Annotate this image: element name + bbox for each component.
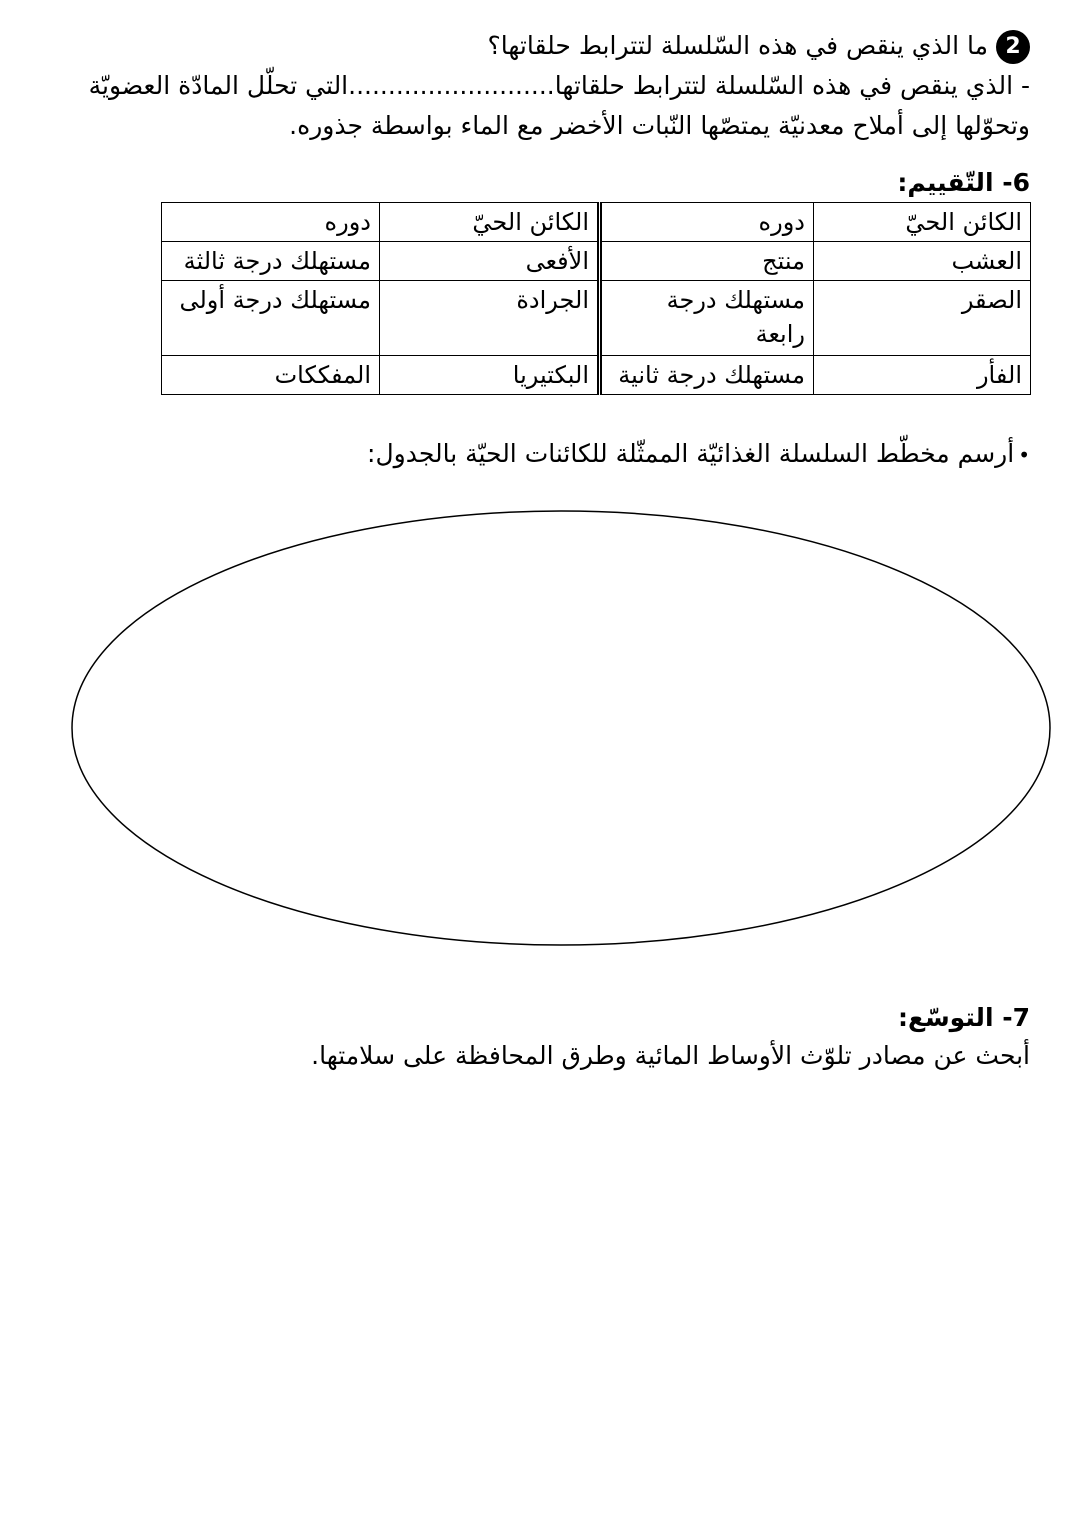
answer-after-blank: التي تحلّل المادّة العضويّة وتحوّلها إلى أملاح معدنيّة يمتصّها النّبات الأخضر مع الماء بواسطة جذوره. [88,71,1030,140]
table-cell: مستهلك درجة ثالثة [162,242,380,281]
header-organism-2: الكائن الحيّ [380,203,600,242]
table-cell: مستهلك درجة ثانية [600,356,814,395]
table-cell: الجرادة [380,281,600,356]
answer-blank: .......................... [348,71,555,100]
table-cell: منتج [600,242,814,281]
extension-text: أبحث عن مصادر تلوّث الأوساط المائية وطرق المحافظة على سلامتها. [311,1041,1030,1070]
table-cell: المفككات [162,356,380,395]
header-role-1: دوره [600,203,814,242]
table-cell: الفأر [814,356,1031,395]
question-number-badge: 2 [996,30,1030,64]
drawing-oval [72,511,1050,945]
bullet-icon: • [1018,443,1030,467]
question-text: ما الذي ينقص في هذه السّلسلة لتترابط حلقاتها؟ [487,31,988,60]
table-cell: الأفعى [380,242,600,281]
table-cell: الصقر [814,281,1031,356]
table-cell: البكتيريا [380,356,600,395]
table-cell: العشب [814,242,1031,281]
instruction-text: أرسم مخطّط السلسلة الغذائيّة الممثّلة للكائنات الحيّة بالجدول: [367,439,1015,468]
header-organism-1: الكائن الحيّ [814,203,1031,242]
table-cell: مستهلك درجة رابعة [600,281,814,356]
answer-before-blank: - الذي ينقص في هذه السّلسلة لتترابط حلقاتها [554,71,1030,100]
table-cell: مستهلك درجة أولى [162,281,380,356]
extension-title: 7- التوسّع: [898,1003,1030,1032]
header-role-2: دوره [162,203,380,242]
evaluation-title: 6- التّقييم: [897,168,1030,197]
